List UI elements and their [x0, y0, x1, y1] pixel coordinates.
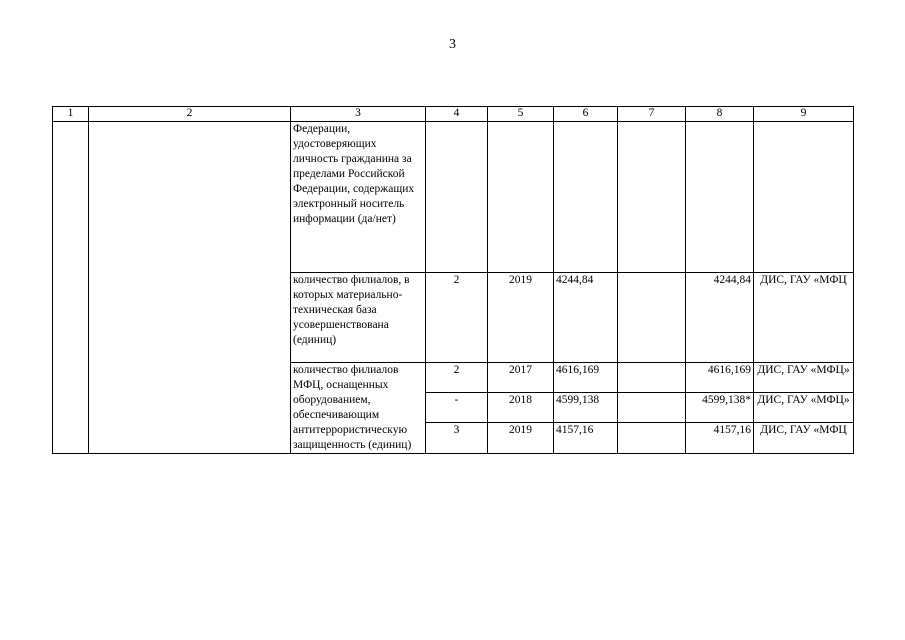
col7-cell: [618, 392, 686, 423]
col8-cell: 4599,138*: [686, 392, 754, 423]
table-header-cell: 5: [488, 107, 554, 122]
col7-cell: [618, 122, 686, 273]
number-cell: [53, 122, 89, 454]
total-cell: 4244,84: [554, 273, 618, 363]
executor-cell: [754, 122, 854, 273]
indicator-cell: количество филиалов, в которых материально-техническая база усовершенствована (единиц): [291, 273, 426, 363]
table-header-cell: 9: [754, 107, 854, 122]
executor-cell: ДИС, ГАУ «МФЦ»: [754, 363, 854, 393]
executor-cell: ДИС, ГАУ «МФЦ: [754, 273, 854, 363]
col8-cell: [686, 122, 754, 273]
indicator-cell: Федерации, удостоверяющих личность гражданина за пределами Российской Федерации, содержащих электронный носитель информации (да/нет): [291, 122, 426, 273]
total-cell: 4157,16: [554, 423, 618, 454]
indicator-cell: количество филиалов МФЦ, оснащенных оборудованием, обеспечивающим антитеррористическую защищенность (единиц): [291, 363, 426, 454]
table-header-cell: 4: [426, 107, 488, 122]
table-header-row: [53, 107, 854, 122]
table-header-cell: 8: [686, 107, 754, 122]
col8-cell: 4244,84: [686, 273, 754, 363]
col8-cell: 4157,16: [686, 423, 754, 454]
executor-cell: ДИС, ГАУ «МФЦ: [754, 423, 854, 454]
table-header-cell: 3: [291, 107, 426, 122]
table-header-cell: 2: [89, 107, 291, 122]
table-header-cell: 6: [554, 107, 618, 122]
year-cell: 2018: [488, 392, 554, 423]
year-cell: [488, 122, 554, 273]
value-cell: [426, 122, 488, 273]
col7-cell: [618, 363, 686, 393]
col7-cell: [618, 273, 686, 363]
total-cell: 4599,138: [554, 392, 618, 423]
total-cell: 4616,169: [554, 363, 618, 393]
year-cell: 2019: [488, 423, 554, 454]
page-number: 3: [449, 37, 456, 52]
value-cell: -: [426, 392, 488, 423]
table-header-cell: 1: [53, 107, 89, 122]
total-cell: [554, 122, 618, 273]
value-cell: 3: [426, 423, 488, 454]
col8-cell: 4616,169: [686, 363, 754, 393]
col7-cell: [618, 423, 686, 454]
value-cell: 2: [426, 273, 488, 363]
year-cell: 2017: [488, 363, 554, 393]
data-table: [52, 106, 854, 454]
value-cell: 2: [426, 363, 488, 393]
year-cell: 2019: [488, 273, 554, 363]
executor-cell: ДИС, ГАУ «МФЦ»: [754, 392, 854, 423]
name-cell: [89, 122, 291, 454]
table-header-cell: 7: [618, 107, 686, 122]
table-row: [53, 122, 854, 273]
